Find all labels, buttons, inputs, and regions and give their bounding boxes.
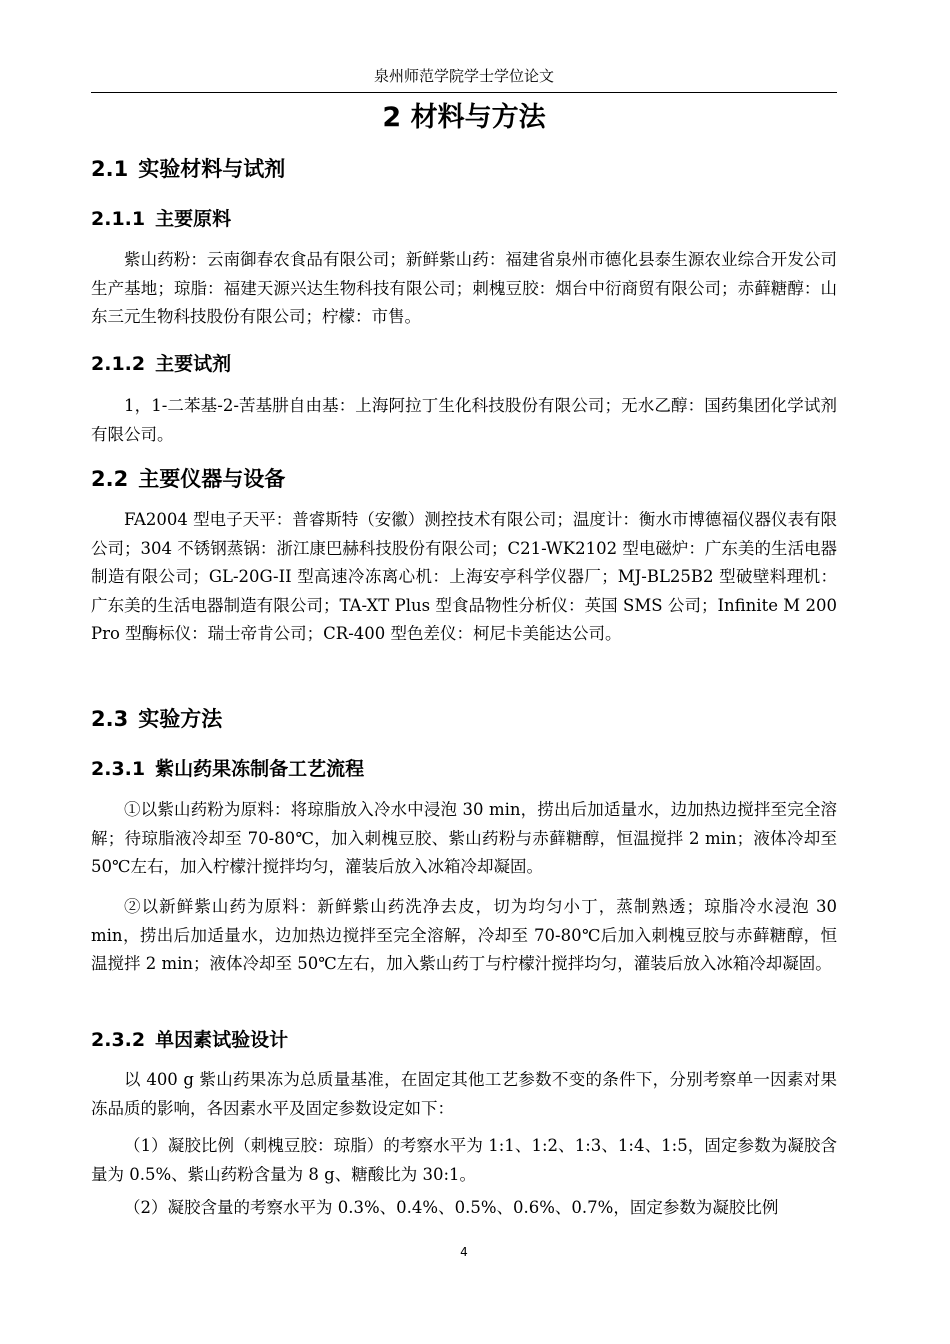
paragraph-design-intro: 以 400 g 紫山药果冻为总质量基准，在固定其他工艺参数不变的条件下，分别考察单一因素对果冻品质的影响，各因素水平及固定参数设定如下：	[91, 1070, 837, 1118]
section-number: 2.1.1	[91, 208, 146, 230]
header-rule	[91, 92, 837, 93]
section-heading-2-3-1	[91, 755, 364, 783]
section-title: 实验材料与试剂	[138, 157, 286, 181]
paragraph-design-2: （2）凝胶含量的考察水平为 0.3%、0.4%、0.5%、0.6%、0.7%，固定参数为凝胶比例	[124, 1198, 779, 1217]
running-header: 泉州师范学院学士学位论文	[373, 67, 554, 85]
section-number: 2.3	[91, 707, 129, 731]
section-title: 主要仪器与设备	[138, 467, 286, 491]
section-title: 主要原料	[155, 208, 232, 230]
chapter-title: 2 材料与方法	[382, 102, 546, 133]
section-number: 2.1.2	[91, 353, 146, 375]
paragraph-reagents: 1，1-二苯基-2-苦基肼自由基：上海阿拉丁生化科技股份有限公司；无水乙醇：国药集团化学试剂有限公司。	[91, 396, 837, 444]
section-title: 紫山药果冻制备工艺流程	[155, 758, 365, 780]
paragraph-design-1: （1）凝胶比例（刺槐豆胶：琼脂）的考察水平为 1:1、1:2、1:3、1:4、1:5，固定参数为凝胶含量为 0.5%、紫山药粉含量为 8 g、糖酸比为 30:1。	[91, 1136, 837, 1184]
section-title: 实验方法	[138, 707, 223, 731]
section-heading-2-2	[91, 464, 285, 494]
paragraph-equipment: FA2004 型电子天平：普睿斯特（安徽）测控技术有限公司；温度计：衡水市博德福仪器仪表有限公司；304 不锈钢蒸锅：浙江康巴赫科技股份有限公司；C21-WK2102 型电磁炉：广东美的生活电器制造有限公司；GL-20G-II 型高速冷冻离心机：上海安亭科学仪器厂；MJ-BL25B2 型破壁料理机：广东美的生活电器制造有限公司；TA-XT Plus 型食品物性分析仪：英国 SMS 公司；Infinite M 200 Pro 型酶标仪：瑞士帝肯公司；CR-400 型色差仪：柯尼卡美能达公司。	[91, 510, 837, 644]
section-heading-2-1-2	[91, 350, 231, 378]
section-title: 单因素试验设计	[155, 1029, 289, 1051]
section-title: 主要试剂	[155, 353, 232, 375]
paragraph-materials: 紫山药粉：云南御春农食品有限公司；新鲜紫山药：福建省泉州市德化县泰生源农业综合开发公司生产基地；琼脂：福建天源兴达生物科技有限公司；刺槐豆胶：烟台中衍商贸有限公司；赤藓糖醇：山东三元生物科技股份有限公司；柠檬：市售。	[91, 250, 837, 327]
section-heading-2-1	[91, 154, 285, 184]
paragraph-process-1: ①以紫山药粉为原料：将琼脂放入冷水中浸泡 30 min，捞出后加适量水，边加热边搅拌至完全溶解；待琼脂液冷却至 70-80℃，加入刺槐豆胶、紫山药粉与赤藓糖醇，恒温搅拌 2 min；液体冷却至 50℃左右，加入柠檬汁搅拌均匀，灌装后放入冰箱冷却凝固。	[91, 800, 837, 877]
paragraph-process-2: ②以新鲜紫山药为原料：新鲜紫山药洗净去皮，切为均匀小丁，蒸制熟透；琼脂冷水浸泡 30 min，捞出后加适量水，边加热边搅拌至完全溶解，冷却至 70-80℃后加入刺槐豆胶与赤藓糖醇，恒温搅拌 2 min；液体冷却至 50℃左右，加入紫山药丁与柠檬汁搅拌均匀，灌装后放入冰箱冷却凝固。	[91, 897, 837, 974]
section-number: 2.1	[91, 157, 129, 181]
section-heading-2-3	[91, 704, 222, 734]
section-number: 2.3.2	[91, 1029, 146, 1051]
section-heading-2-3-2	[91, 1026, 288, 1054]
section-heading-2-1-1	[91, 205, 231, 233]
page-number: 4	[460, 1245, 468, 1259]
section-number: 2.2	[91, 467, 129, 491]
section-number: 2.3.1	[91, 758, 146, 780]
